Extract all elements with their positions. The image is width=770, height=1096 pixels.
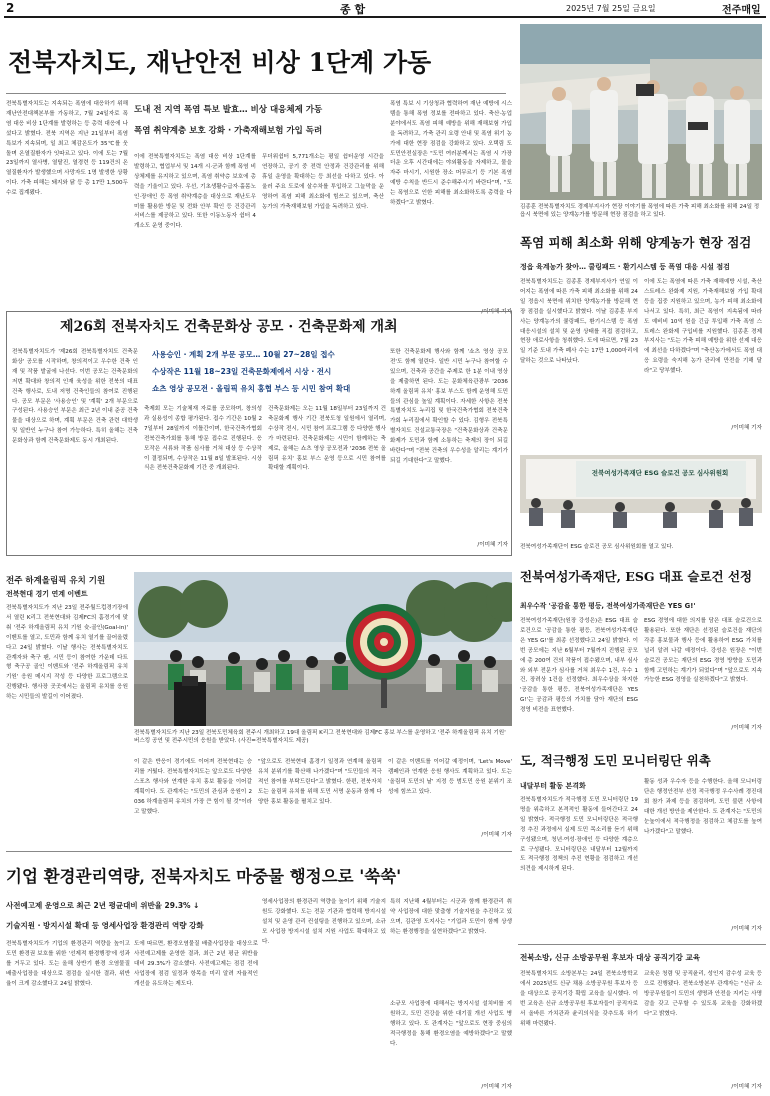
esg-subhead: 최우수작 '공감을 통한 평등, 전북여성가족재단은 YES G!' — [520, 602, 696, 610]
architecture-sub2: 수상작은 11월 18~23일 건축문화제에서 시상 · 전시 — [152, 367, 332, 376]
page-number: 2 — [6, 1, 15, 15]
header-rule — [4, 16, 766, 18]
esg-headline: 전북여성가족재단, ESG 대표 슬로건 선정 — [520, 569, 753, 584]
esg-meeting-banner: 전북여성가족재단 ESG 슬로건 공모 심사위원회 — [591, 469, 729, 477]
top-story-rule — [6, 93, 506, 94]
architecture-sub1: 사용승인 · 계획 2개 부문 공모… 10월 27~28일 접수 — [152, 350, 335, 359]
top-story-subhead2: 폭염 취약계층 보호 강화 · 가축재해보험 가입 독려 — [134, 126, 323, 136]
architecture-col4: 또한 건축문화제 행사와 함께 '쇼츠 영상 공모전'도 함께 열린다. 일반 시민 누구나 참여할 수 있으며, 건축과 공간을 주제로 한 1분 이내 영상을 제출하면 된다. 도는 문화체육관광부 '2036 하계 올림픽 유치' 홍보 부스도 함께 운영해 도민들의 관심을 높일 계획이다. 자세한 사항은 전북특별자치도 누리집 및 한국건축가협회 전북건축가회 누리집에서 확인할 수 있다. 김형우 전북특별자치도 건설교통국장은 "건축문화상과 건축문화제가 도민과 함께 소통하는 축제의 장이 되길 바란다"며 "전북 건축의 우수성을 알리는 계기가 되길 기대한다"고 말했다. — [390, 349, 508, 464]
olympic-subhead: 전북현대 경기 연계 이벤트 — [6, 590, 88, 598]
olympic-headline: 전주 하계올림픽 유치 기원 — [6, 576, 106, 586]
env-col2: 도에 따르면, 환경오염물질 배출사업장을 대상으로 사전예고제를 운영한 결과, 최근 2년 평균 위반율 대비 29.3%가 감소했다. 사전예고제는 점검 전에 사업장에 점검 일정과 항목을 미리 알려 자율적인 개선을 유도하는 제도다. — [134, 941, 258, 987]
env-headline: 기업 환경관리역량, 전북자치도 마중물 행정으로 '쑥쑥' — [6, 867, 402, 886]
env-rule — [6, 851, 512, 852]
poultry-visit-photo — [520, 24, 762, 200]
esg-byline: /이미혜 기자 — [731, 725, 762, 731]
env-col5: 소규모 사업장에 대해서는 방지시설 설치비를 지원하고, 도민 건강을 위한 대기질 개선 사업도 병행하고 있다. 도 관계자는 "앞으로도 현장 중심의 적극행정을 통해 환경오염을 예방하겠다"고 말했다. — [390, 1001, 512, 1047]
poultry-byline: /이미혜 기자 — [731, 425, 762, 431]
poultry-col2: 이에 도는 폭염에 따른 가축 재해예방 시설, 축산 스트레스 완화제 지원, 가축재해보험 가입 확대 등을 집중 지원하고 있으며, 농가 피해 최소화에 나서고 있다. 특히, 최근 폭염이 지속됨에 따라 도 예비비 10억 원을 긴급 투입해 가축 폭염 스트레스 완화제 구입비를 지원했다. 김종훈 경제부지사는 "도는 가축 피해 예방을 위한 선제 대응에 최선을 다하겠다"며 "축산농가에서도 폭염 대응 요령을 숙지해 농가 관리에 만전을 기해 달라"고 당부했다. — [644, 279, 762, 375]
top-story-headline: 전북자치도, 재난안전 비상 1단계 가동 — [8, 48, 432, 77]
olympic-col3: "앞으로도 전북현대 홈경기 일정과 연계해 올림픽 유치 분위기를 확산해 나가겠다"며 "도민들의 적극적인 참여를 부탁드린다"고 밝혔다. 한편, 전북자치도는 올림픽 유치를 위해 도민 서명 운동과 함께 다양한 홍보 활동을 펼치고 있다. — [258, 759, 382, 805]
monitor-byline: /이미혜 기자 — [731, 926, 762, 932]
olympic-byline: /이미혜 기자 — [481, 832, 512, 838]
esg-meeting-photo — [520, 455, 762, 539]
architecture-col3: 건축문화제는 오는 11월 18일부터 23일까지 건축문화제 행사 기간 전북도청 일원에서 열리며, 수상작 전시, 시민 참여 프로그램 등 다양한 행사가 마련된다. 건축문화제는 시민이 함께하는 축제로, 올해는 쇼츠 영상 공모전과 '2036 전북 올림픽 유치' 홍보 부스 운영 등으로 시민 참여를 확대할 계획이다. — [268, 406, 386, 472]
olympic-col1: 전북특별자치도가 지난 23일 전주월드컵경기장에서 열린 K리그 전북현대와 김제FC의 홈경기에 맞춰 '전주 하계올림픽 유치 기원 슛-골인(Goal-in)' 이벤트를 열고, 도민과 함께 유치 열기를 끌어올렸다고 24일 밝혔다. 이날 행사는 전북특별자치도 관계자와 축구 팬, 시민 등이 참여한 가운데 다트형 축구공 골인 이벤트와 '전주 하계올림픽 유치 기원' 응원 메시지 작성 등 다양한 프로그램으로 진행됐다. 행사장 곳곳에서는 올림픽 유치를 응원하는 시민들의 발길이 이어졌다. — [6, 605, 128, 701]
fire-col1: 전북특별자치도 소방본부는 24일 전북소방학교에서 2025년도 신규 채용 소방공무원 후보자 등을 대상으로 공직기강 확립 교육을 실시했다. 이번 교육은 신규 소방공무원 후보자들이 공직자로서 올바른 가치관과 윤리의식을 갖추도록 하기 위해 마련됐다. — [520, 971, 638, 1027]
monitor-col2: 활동 성과 우수자 등을 수행한다. 올해 모니터링단은 행정안전부 선정 적극행정 우수사례 경진대회 참가 과제 등을 점검하며, 도민 불편 사항에 대한 개선 방안을 제안한다. 도 관계자는 "도민의 눈높이에서 적극행정을 점검하고 체감도를 높여 나가겠다"고 말했다. — [644, 779, 762, 835]
monitor-subhead: 내달부터 활동 본격화 — [520, 782, 586, 790]
env-sub2: 기술지원 · 방지시설 확대 등 영세사업장 환경관리 역량 강화 — [6, 921, 204, 930]
poultry-subhead: 정읍 육계농가 찾아… 쿨링패드 · 환기시스템 등 폭염 대응 시설 점검 — [520, 263, 730, 271]
top-story-col3: 무더위쉼터 5,771개소는 평일 쉼터운영 시간을 연장하고, 공기 중 전력 안정과 건강관리를 위해 휴일 운영을 확대하는 등 최선을 다하고 있다. 아울러 주요 도로에 살수차를 투입하고 그늘막을 운영하여 폭염 피해 최소화에 힘쓰고 있으며, 축산 농가의 가축재해보험 가입을 독려하고 있다. — [262, 154, 384, 210]
env-col3: 영세사업장의 환경관리 역량을 높이기 위해 기술지원도 강화했다. 도는 전문 기관과 협력해 방지시설 설치 및 운영 관리 컨설팅을 진행하고 있으며, 소규모 사업장 방지시설 설치 지원 사업도 확대하고 있다. — [262, 899, 386, 945]
architecture-col2: 축제회 모는 기술체재 자료를 공모하며, 창의성과 실용성이 종합 평가된다. 접수 기간은 10월 27일부터 28일까지 이틀간이며, 한국건축가협회 전북건축가회를 통해 방문 접수로 진행된다. 응모작은 서류와 작품 심사를 거쳐 대상 등 수상작이 결정되며, 수상작은 11월 8일 발표된다. 시상식은 전북건축문화제 기간 중 개최된다. — [144, 406, 262, 472]
esg-photo-caption: 전북여성가족재단이 ESG 슬로건 공모 심사위원회를 열고 있다. — [520, 544, 674, 550]
monitor-col1: 전북특별자치도가 적극행정 도민 모니터링단 19명을 위촉하고 본격적인 활동에 들어간다고 24일 밝혔다. 적극행정 도민 모니터링단은 적극행정 추진 과정에서 실제 도민 목소리를 듣기 위해 구성됐으며, 청년·여성·장애인 등 다양한 계층으로 구성됐다. 모니터링단은 내달부터 12월까지 도 적극행정 정책의 추진 현황을 점검하고 개선 의견을 제시하게 된다. — [520, 797, 638, 873]
env-sub1: 사전예고제 운영으로 최근 2년 평균대비 위반율 29.3% ↓ — [6, 901, 200, 910]
env-byline: /이미혜 기자 — [481, 1084, 512, 1090]
top-story-col1: 전북특별자치도는 지속되는 폭염에 대응하기 위해 재난안전대책본부를 가동하고, 7월 24일자로 폭염 대응 비상 1단계를 발령하는 등 총력 대응에 나섰다고 밝혔다. 전북 지역은 지난 21일부터 폭염특보가 지속되며, 일 최고 체감온도가 35℃를 웃돌며 온열질환자가 잇따르고 있다. 이에 도는 7월 23일까지 열사병, 열탈진, 열경련 등 119건의 온열질환자가 발생했으며 사망자도 1명 발생한 상황이다. 가축 피해는 돼지와 닭 등 총 17만 1,500두수로 집계됐다. — [6, 101, 128, 197]
poultry-photo-caption: 김종훈 전북특별자치도 경제부지사가 현장 이야기를 폭염에 따른 가축 피해 최소화를 위해 24일 정읍시 북면에 있는 양계농가를 방문해 현장 점검을 하고 있다. — [520, 204, 760, 218]
top-story-subhead1: 도내 전 지역 폭염 특보 발효… 비상 대응체제 가동 — [134, 105, 323, 115]
top-story-byline: /이미혜 기자 — [481, 309, 512, 315]
olympic-photo-caption: 전북특별자치도가 지난 23일 전북도민체육회 전주시 개최하고 19대 올림픽 K리그 전북현대와 김제FC 홍보 부스를 운영하고 '전주 하계올림픽 유치 기원' 버스킹 공연 및 전주시민의 응원을 받았다. (사진=전북특별자치도 제공) — [134, 730, 506, 744]
section-title: 종 합 — [340, 3, 366, 16]
newspaper-name: 전주매일 — [722, 5, 761, 16]
olympic-col2: 이 같은 반응이 경기에도 이어져 전북현대는 승리를 거뒀다. 전북특별자치도는 앞으로도 다양한 스포츠 행사와 연계한 유치 홍보 활동을 이어갈 계획이다. 도 관계자는 "도민의 관심과 응원이 2036 하계올림픽 유치의 가장 큰 힘이 될 것"이라고 말했다. — [134, 759, 252, 815]
publication-date: 2025년 7월 25일 금요일 — [566, 4, 656, 13]
architecture-headline: 제26회 전북자치도 건축문화상 공모 · 건축문화제 개최 — [60, 319, 398, 335]
env-col4: 특히 지난해 4월부터는 시군과 함께 환경관리 취약 사업장에 대한 맞춤형 기술지원을 추진하고 있으며, 김관영 도지사는 "기업과 도민이 함께 상생하는 환경행정을 실현하겠다"고 밝혔다. — [390, 899, 512, 935]
top-story-col4: 폭염 특보 시 기상청과 협력하여 재난 예방에 시스템을 통해 폭염 정보를 전파하고 있다. 축산·농업 분야에서도 폭염 피해 예방을 위해 재해보험 가입을 독려하고, 가축 관리 요령 안내 및 폭염 위기 농가에 대한 현장 점검을 강화하고 있다. 오택림 도 도민안전실장은 "도민 여러분께서는 폭염 시 가장 더운 오후 시간대에는 야외활동을 자제하고, 물을 자주 마시기, 시원한 장소 머무르기 등 기본 폭염 예방 수칙을 반드시 준수해주시기 바란다"며, "도는 폭염으로 인한 피해를 최소화하도록 총력을 다하겠다"고 밝혔다. — [390, 101, 512, 207]
page-header — [0, 0, 770, 16]
fire-headline: 전북소방, 신규 소방공무원 후보자 대상 공직기강 교육 — [520, 953, 701, 962]
poultry-col1: 전북특별자치도는 김종훈 경제부지사가 연일 이어지는 폭염에 따른 가축 피해 최소화를 위해 24일 정읍시 북면에 위치한 양계농가를 방문해 현장 점검을 실시했다고 밝혔다. 이날 김종훈 부지사는 양계농가의 쿨링패드, 환기시스템 등 폭염 대응시설의 설치 및 운영 상태를 직접 점검하고, 현장 애로사항을 청취했다. 도에 따르면, 7월 23일 기준 도내 가축 폐사 수는 17만 1,000마리에 달하는 것으로 나타났다. — [520, 279, 638, 365]
olympic-event-photo — [134, 572, 512, 726]
fire-col2: 교육은 청렴 및 공직윤리, 성인지 감수성 교육 등으로 진행됐다. 전북소방본부 관계자는 "신규 소방공무원들이 도민의 생명과 안전을 지키는 사명감을 갖고 근무할 수 있도록 교육을 강화하겠다"고 밝혔다. — [644, 971, 762, 1017]
architecture-sub3: 쇼츠 영상 공모전 · 올림픽 유치 홍협 부스 등 시민 참여 확대 — [152, 384, 351, 393]
top-story-col2: 이에 전북특별자치도는 폭염 대응 비상 1단계를 발령하고, 협업부서 및 14개 시·군과 함께 폭염 비상체제를 유지하고 있으며, 폭염 취약층 보호에 총력을 기울이고 있다. 우선, 기초생활수급자·홀몸노인·장애인 등 폭염 취약계층을 대상으로 재난도우미를 활용한 방문 및 전화 안부 확인 등 건강관리 서비스를 제공하고 있다. 또한 이동노동자 쉼터 4개소도 운영 중이다. — [134, 154, 256, 230]
monitor-headline: 도, 적극행정 도민 모니터링단 위촉 — [520, 753, 711, 768]
olympic-col4: 이 같은 이벤트를 이어갈 예정이며, 'Let's Move' 캠페인과 연계한 응원 행사도 계획하고 있다. 도는 '올림픽 도민의 날' 지정 등 범도민 응원 분위기 조성에 힘쓰고 있다. — [388, 759, 512, 795]
architecture-byline: /이미혜 기자 — [477, 542, 508, 548]
poultry-headline: 폭염 피해 최소화 위해 양계농가 현장 점검 — [520, 235, 752, 250]
fire-rule — [518, 944, 766, 945]
esg-col2: ESG 경영에 대한 의지를 담은 대표 슬로건으로 활용된다. 또한 재단은 선정된 슬로건을 재단의 각종 홍보물과 행사 등에 활용하여 ESG 가치를 널리 알려 나갈 예정이다. 강성은 원장은 "이번 슬로건 공모는 재단의 ESG 경영 방향을 도민과 함께 고민하는 계기가 되었다"며 "앞으로도 지속가능한 ESG 경영을 실천하겠다"고 밝혔다. — [644, 618, 762, 684]
fire-byline: /이미혜 기자 — [731, 1084, 762, 1090]
architecture-col1: 전북특별자치도가 '제26회 전북특별자치도 건축문화상' 공모를 시작하며, 창의적이고 우수한 건축 인재 및 작품 발굴에 나선다. 이번 공모는 건축문화의 저변 확대와 창의적 인재 육성을 위한 전북의 대표 건축 행사로, 도내 저명 건축인들의 참여로 진행된다. 공모 부문은 '사용승인' 및 '계획' 2개 부문으로 구성된다. 사용승인 부문은 최근 2년 이내 준공 건축물을 대상으로 하며, 계획 부문은 건축 관련 대학생 및 일반인 누구나 참여 가능하다. 특히 올해는 건축문화상과 함께 건축문화제도 동시 개최된다. — [12, 349, 138, 445]
esg-col1: 전북여성가족재단(원장 강성은)은 ESG 대표 슬로건으로 '공감을 통한 평등, 전북여성가족재단은 YES G!'를 최종 선정했다고 24일 밝혔다. 이번 공모에는 지난 6월부터 7월까지 진행된 공모에 총 200여 건의 작품이 접수됐으며, 내부 심사와 외부 전문가 심사를 거쳐 최우수 1건, 우수 1건, 장려상 1건을 선정했다. 최우수상을 차지한 '공감을 통한 평등, 전북여성가족재단은 YES G!'는 공감과 평등의 가치를 담아 재단의 ESG 경영 비전을 표현했다. — [520, 618, 638, 714]
env-col1: 전북특별자치도가 기업의 환경관리 역량을 높이고 도민 환경권 보호를 위한 '선제적 환경행정'에 성과를 거두고 있다. 도는 올해 상반기 환경 오염물질 배출사업장을 대상으로 점검을 실시한 결과, 위반율이 크게 감소했다고 24일 밝혔다. — [6, 941, 130, 987]
